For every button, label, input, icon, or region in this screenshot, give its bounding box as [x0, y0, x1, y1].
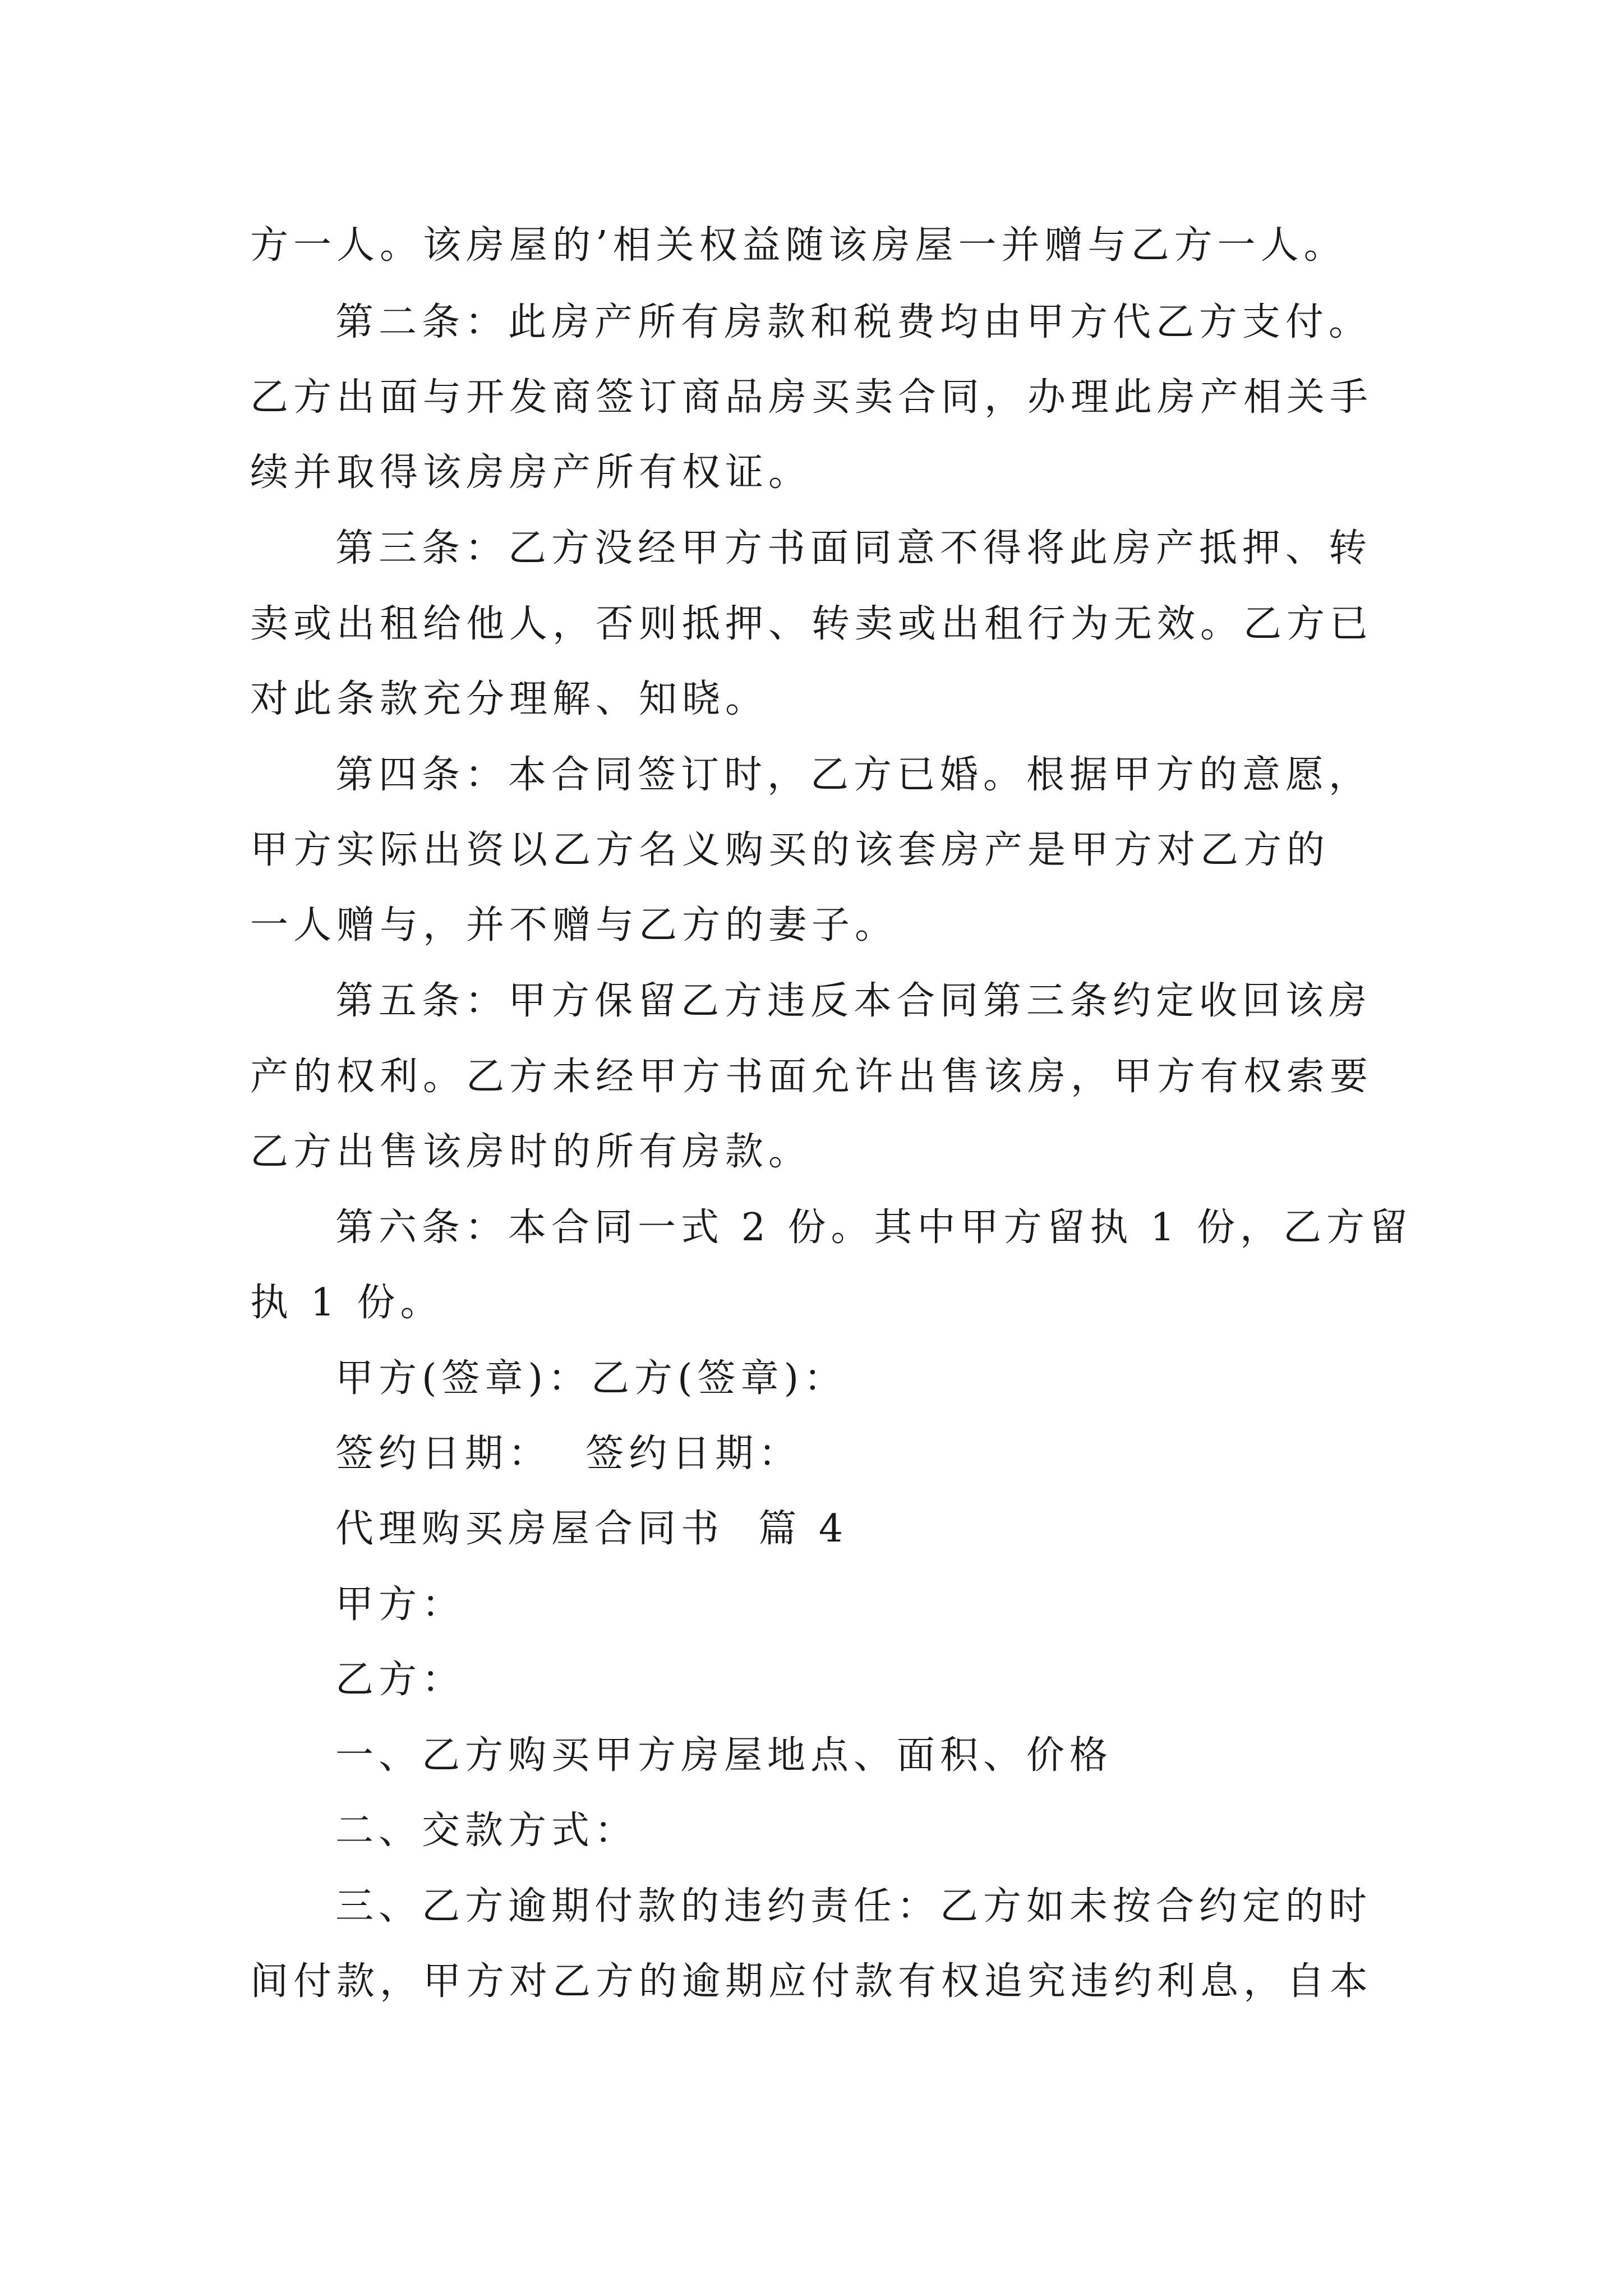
sign-date-line: 签约日期： 签约日期： [335, 1432, 802, 1476]
signature-line: 甲方(签章)：乙方(签章)： [335, 1356, 847, 1401]
section-heading: 代理购买房屋合同书 篇 4 [335, 1507, 849, 1551]
text-line: 一人赠与，并不赠与乙方的妻子。 [250, 903, 898, 947]
article-2-line: 第二条：此房产所有房款和税费均由甲方代乙方支付。 [335, 300, 1372, 344]
text-line: 甲方实际出资以乙方名义购买的该套房产是甲方对乙方的 [250, 828, 1330, 872]
text-line: 续并取得该房房产所有权证。 [250, 450, 812, 495]
article-6-line: 第六条：本合同一式 2 份。其中甲方留执 1 份，乙方留 [335, 1205, 1413, 1250]
article-5-line: 第五条：甲方保留乙方违反本合同第三条约定收回该房 [335, 979, 1372, 1023]
text-line: 方一人。该房屋的’相关权益随该房屋一并赠与乙方一人。 [250, 223, 1347, 268]
text-line: 乙方出售该房时的所有房款。 [250, 1130, 812, 1174]
party-a-line: 甲方： [335, 1582, 465, 1627]
clause-2-line: 二、交款方式： [335, 1809, 638, 1853]
text-line: 卖或出租给他人，否则抵押、转卖或出租行为无效。乙方已 [250, 602, 1373, 646]
text-line: 产的权利。乙方未经甲方书面允许出售该房，甲方有权索要 [250, 1055, 1373, 1099]
party-b-line: 乙方： [335, 1658, 465, 1702]
text-line: 执 1 份。 [250, 1281, 444, 1325]
text-line: 乙方出面与开发商签订商品房买卖合同，办理此房产相关手 [250, 375, 1373, 420]
article-3-line: 第三条：乙方没经甲方书面同意不得将此房产抵押、转 [335, 526, 1372, 570]
text-line: 对此条款充分理解、知晓。 [250, 677, 769, 721]
article-4-line: 第四条：本合同签订时，乙方已婚。根据甲方的意愿， [335, 753, 1372, 797]
text-line: 间付款，甲方对乙方的逾期应付款有权追究违约利息，自本 [250, 1959, 1373, 2004]
clause-1-line: 一、乙方购买甲方房屋地点、面积、价格 [335, 1733, 1113, 1778]
clause-3-line: 三、乙方逾期付款的违约责任：乙方如未按合约定的时 [335, 1884, 1372, 1929]
